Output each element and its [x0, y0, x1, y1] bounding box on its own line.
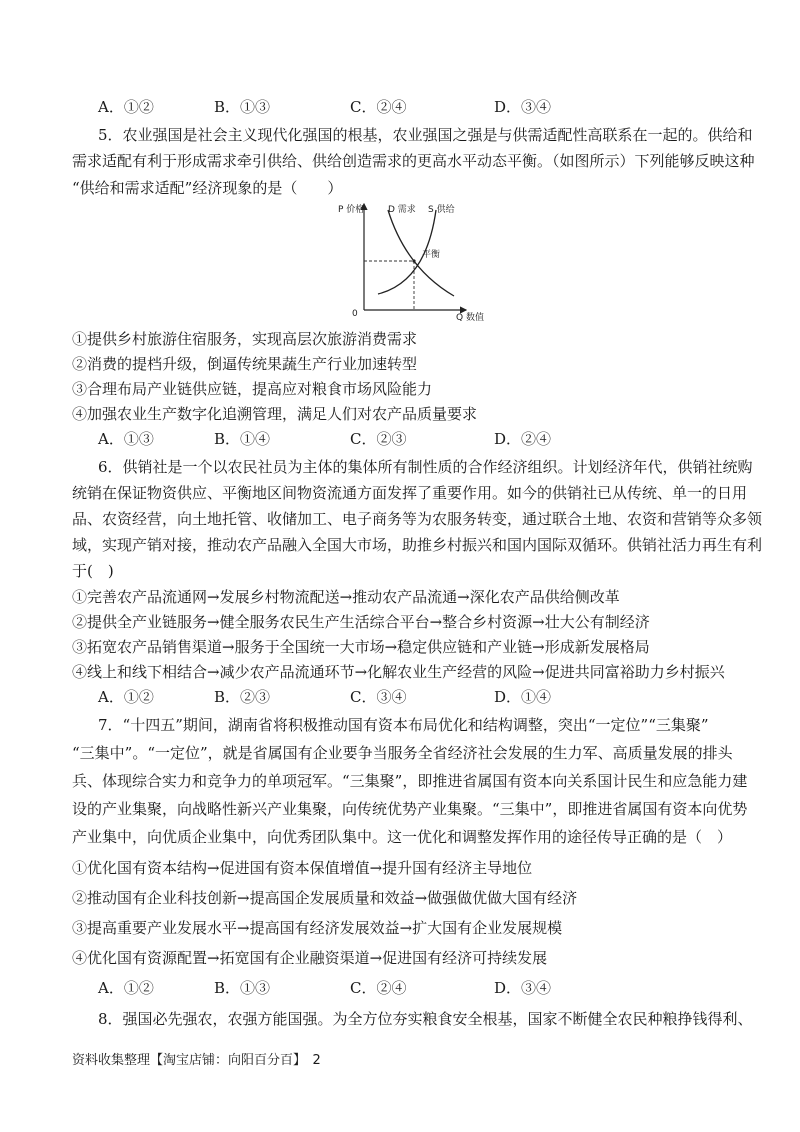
q4-option-a: A．①②: [98, 98, 154, 116]
q7-item-4: ④优化国有资源配置→拓宽国有企业融资渠道→促进国有经济可持续发展: [72, 949, 548, 967]
supply-label: S 供给: [428, 205, 455, 215]
q6-item-4: ④线上和线下相结合→减少农产品流通环节→化解农业生产经营的风险→促进共同富裕助力乡村振兴: [72, 663, 725, 681]
q7-stem-line-3: 兵、体现综合实力和竞争力的单项冠军。“三集聚”，即推进省属国有资本向关系国计民生和应急能力建: [72, 772, 748, 790]
q7-stem-line-1: 7．“十四五”期间，湖南省将积极推动国有资本布局优化和结构调整，突出“一定位”“三集聚”: [98, 716, 709, 734]
q6-option-c: C．③④: [350, 688, 407, 706]
q7-option-b: B．①③: [214, 979, 271, 997]
q5-item-2: ②消费的提档升级，倒逼传统果蔬生产行业加速转型: [72, 355, 418, 373]
q6-item-1: ①完善农产品流通网→发展乡村物流配送→推动农产品流通→深化农产品供给侧改革: [72, 588, 620, 606]
origin-label: 0: [352, 309, 358, 319]
q7-stem-line-5: 产业集中，向优质企业集中，向优秀团队集中。这一优化和调整发挥作用的途径传导正确的是（ ）: [72, 828, 733, 846]
q5-stem-line-3: “供给和需求适配”经济现象的是（ ）: [72, 179, 343, 197]
q7-option-a: A．①②: [98, 979, 154, 997]
q5-option-b: B．①④: [214, 430, 271, 448]
q6-option-b: B．②③: [214, 688, 271, 706]
q5-item-3: ③合理布局产业链供应链，提高应对粮食市场风险能力: [72, 380, 433, 398]
q6-option-a: A．①②: [98, 688, 154, 706]
q5-option-c: C．②③: [350, 430, 407, 448]
supply-demand-graph: [336, 198, 506, 322]
q7-item-2: ②推动国有企业科技创新→提高国企发展质量和效益→做强做优做大国有经济: [72, 889, 578, 907]
q4-option-c: C．②④: [350, 98, 407, 116]
equilibrium-label: 平衡: [422, 250, 441, 260]
p-axis-label: P 价格: [338, 205, 365, 215]
q7-stem-line-4: 设的产业集聚，向战略性新兴产业集聚，向传统优势产业集聚。“三集中”，即推进省属国有资本向优势: [72, 800, 748, 818]
q6-item-2: ②提供全产业链服务→健全服务农民生产生活综合平台→整合乡村资源→壮大公有制经济: [72, 613, 650, 631]
q7-option-d: D．③④: [494, 979, 552, 997]
demand-label: D 需求: [388, 205, 416, 215]
q7-item-1: ①优化国有资本结构→促进国有资本保值增值→提升国有经济主导地位: [72, 859, 533, 877]
q6-stem-line-3: 品、农资经营，向土地托管、收储加工、电子商务等为农服务转变，通过联合土地、农资和营销等众多领: [72, 510, 763, 528]
equilibrium-point: [412, 259, 415, 262]
q8-stem-line-1: 8．强国必先强农，农强方能国强。为全方位夯实粮食安全根基，国家不断健全农民种粮挣钱得利、: [98, 1010, 753, 1028]
q4-option-b: B．①③: [214, 98, 271, 116]
q5-stem-line-2: 需求适配有利于形成需求牵引供给、供给创造需求的更高水平动态平衡。（如图所示）下列能够反映这种: [72, 152, 755, 170]
q-axis-label: Q 数值: [456, 313, 484, 322]
q4-option-d: D．③④: [494, 98, 552, 116]
page-footer: 资料收集整理【淘宝店铺：向阳百分百】 2: [72, 1053, 321, 1068]
q5-option-d: D．②④: [494, 430, 552, 448]
q6-stem-line-2: 统销在保证物资供应、平衡地区间物资流通方面发挥了重要作用。如今的供销社已从传统、单一的日用: [72, 484, 748, 502]
q7-item-3: ③提高重要产业发展水平→提高国有经济发展效益→扩大国有企业发展规模: [72, 919, 563, 937]
q5-item-1: ①提供乡村旅游住宿服务，实现高层次旅游消费需求: [72, 330, 418, 348]
q7-stem-line-2: “三集中”。“一定位”，就是省属国有企业要争当服务全省经济社会发展的生力军、高质量发展的排头: [72, 744, 733, 762]
q7-option-c: C．②④: [350, 979, 407, 997]
q5-stem-line-1: 5．农业强国是社会主义现代化强国的根基，农业强国之强是与供需适配性高联系在一起的。供给和: [98, 126, 753, 144]
q6-stem-line-4: 域，实现产销对接，推动农产品融入全国大市场，助推乡村振兴和国内国际双循环。供销社活力再生有利: [72, 536, 763, 554]
q7-options: [98, 977, 718, 999]
q4-options: [98, 96, 718, 118]
q6-item-3: ③拓宽农产品销售渠道→服务于全国统一大市场→稳定供应链和产业链→形成新发展格局: [72, 638, 650, 656]
q6-options: [98, 686, 718, 708]
q5-options: [98, 428, 718, 450]
q5-option-a: A．①③: [98, 430, 154, 448]
q6-stem-line-5: 于( ): [72, 562, 114, 580]
demand-curve: [388, 210, 454, 296]
q5-item-4: ④加强农业生产数字化追溯管理，满足人们对农产品质量要求: [72, 405, 478, 423]
q6-option-d: D．①④: [494, 688, 552, 706]
q6-stem-line-1: 6．供销社是一个以农民社员为主体的集体所有制性质的合作经济组织。计划经济年代，供销社统购: [98, 458, 753, 476]
